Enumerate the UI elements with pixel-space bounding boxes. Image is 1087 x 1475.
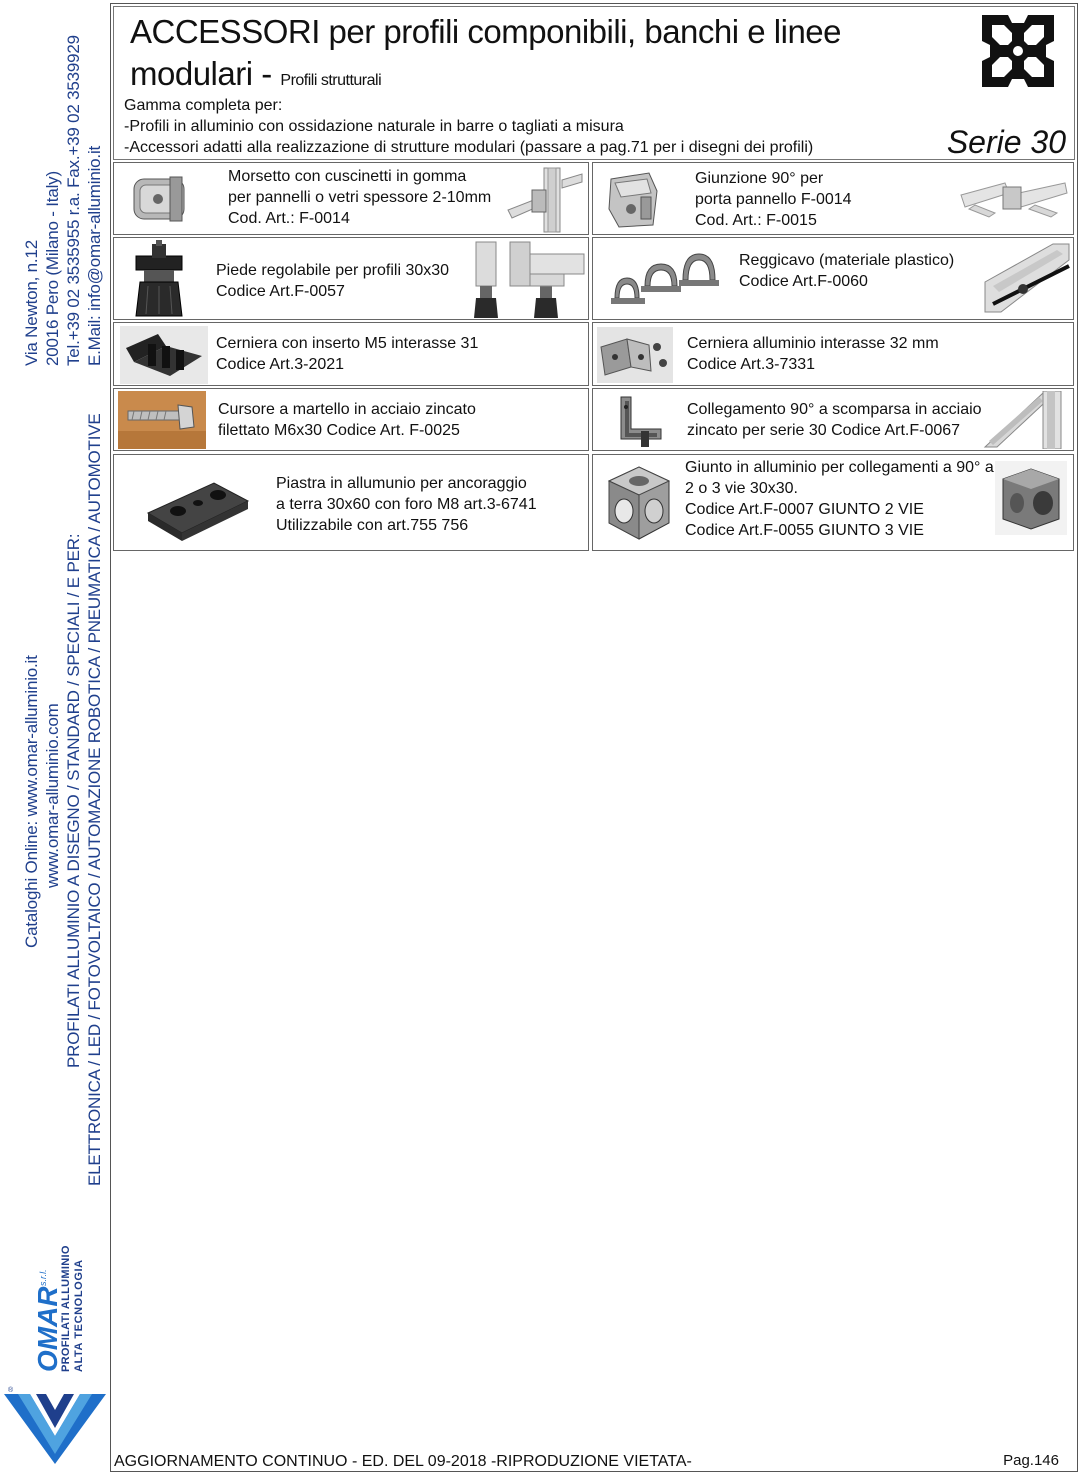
base-plate-line-3: Utilizzabile con art.755 756 <box>276 517 469 534</box>
product-cell-hidden-connector <box>592 388 1074 451</box>
cable-holder-assembly-icon <box>983 242 1071 314</box>
cable-holder-line-2: Codice Art.F-0060 <box>739 273 868 290</box>
panel-clamp-line-2: per pannelli o vetri spessore 2-10mm <box>228 189 492 206</box>
intro-line-3: -Accessori adatti alla realizzazione di strutture modulari (passare a pag.71 per i disegni dei profili) <box>124 139 814 156</box>
hinge-black-line-1: Cerniera con inserto M5 interasse 31 <box>216 335 479 352</box>
page-subtitle: Profili strutturali <box>280 72 382 89</box>
product-cell-hammer-bolt <box>113 388 589 451</box>
panel-clamp-icon <box>126 169 196 231</box>
serie-label: Serie 30 <box>946 124 1066 160</box>
cube-joint-icon <box>603 463 675 543</box>
adjustable-foot-line-1: Piede regolabile per profili 30x30 <box>216 262 450 279</box>
hidden-connector-line-1: Collegamento 90° a scomparsa in acciaio <box>687 401 982 418</box>
base-plate-line-2: a terra 30x60 con foro M8 art.3-6741 <box>276 496 537 513</box>
title-line-2: modulari - <box>130 55 281 92</box>
product-cell-adjustable-foot <box>113 237 589 320</box>
catalog-line-4: ELETTRONICA / LED / FOTOVOLTAICO / AUTOMAZIONE ROBOTICA / PNEUMATICA / AUTOMOTIVE <box>85 413 104 1186</box>
product-text-cable-holder <box>739 250 954 292</box>
cable-holder-line-1: Reggicavo (materiale plastico) <box>739 252 955 269</box>
hammer-bolt-line-2: filettato M6x30 Codice Art. F-0025 <box>218 422 460 439</box>
sidebar <box>0 0 110 1475</box>
cable-holder-icon <box>609 250 721 314</box>
page-number: Pag.146 <box>1003 1452 1059 1469</box>
catalog-line-1: Cataloghi Online: www.omar-alluminio.it <box>22 655 41 948</box>
joint-90-line-3: Cod. Art.: F-0015 <box>695 212 817 229</box>
catalog-line-2: www.omar-alluminio.com <box>43 703 62 888</box>
product-text-base-plate <box>276 473 537 536</box>
cube-joint-line-4: Codice Art.F-0055 GIUNTO 3 VIE <box>685 522 924 539</box>
hidden-connector-icon <box>611 393 671 449</box>
title-line-1: ACCESSORI per profili componibili, banchi e linee <box>130 13 842 50</box>
hinge-aluminium-line-1: Cerniera alluminio interasse 32 mm <box>687 335 939 352</box>
cube-joint-line-1: Giunto in alluminio per collegamenti a 90° a <box>685 459 994 476</box>
product-text-hinge-black <box>216 333 478 375</box>
hinge-aluminium-line-2: Codice Art.3-7331 <box>687 356 816 373</box>
intro-line-1: Gamma completa per: <box>124 97 283 114</box>
hidden-connector-line-2: zincato per serie 30 Codice Art.F-0067 <box>687 422 961 439</box>
cube-joint-line-3: Codice Art.F-0007 GIUNTO 2 VIE <box>685 501 924 518</box>
logo-tagline-2: ALTA TECNOLOGIA <box>73 1259 85 1372</box>
product-text-cube-joint <box>685 457 994 541</box>
panel-clamp-line-3: Cod. Art.: F-0014 <box>228 210 350 227</box>
adjustable-foot-line-2: Codice Art.F-0057 <box>216 283 345 300</box>
footer-notice: AGGIORNAMENTO CONTINUO - ED. DEL 09-2018 -RIPRODUZIONE VIETATA- <box>114 1453 692 1470</box>
catalog-page <box>110 3 1078 1472</box>
cube-joint-line-2: 2 o 3 vie 30x30. <box>685 480 798 497</box>
omar-logo <box>0 1240 110 1465</box>
adjustable-foot-assembly-icon <box>472 240 588 320</box>
product-cell-cable-holder <box>592 237 1074 320</box>
product-cell-joint-90 <box>592 162 1074 235</box>
joint-90-icon <box>605 169 661 231</box>
logo-suffix: s.r.l. <box>38 1269 48 1286</box>
page-header <box>113 6 1075 160</box>
address-line-1: Via Newton, n.12 <box>22 240 41 366</box>
intro-line-2: -Profili in alluminio con ossidazione naturale in barre o tagliati a misura <box>124 118 624 135</box>
address-line-3: Tel.+39 02 3535955 r.a. Fax.+39 02 3539929 <box>64 35 83 366</box>
svg-text:®: ® <box>8 1387 14 1394</box>
product-text-joint-90 <box>695 168 852 231</box>
base-plate-line-1: Piastra in allumunio per ancoraggio <box>276 475 527 492</box>
joint-90-line-1: Giunzione 90° per <box>695 170 824 187</box>
hinge-black-line-2: Codice Art.3-2021 <box>216 356 345 373</box>
hinge-aluminium-icon <box>597 327 673 383</box>
panel-clamp-assembly-icon <box>506 166 586 234</box>
hammer-bolt-icon <box>118 391 206 449</box>
adjustable-foot-icon <box>124 240 194 320</box>
base-plate-icon <box>118 457 268 549</box>
profile-section-icon <box>982 15 1054 87</box>
product-cell-hinge-aluminium <box>592 322 1074 386</box>
intro-text <box>124 95 813 158</box>
product-cell-panel-clamp <box>113 162 589 235</box>
logo-tagline-1: PROFILATI ALLUMINIO <box>60 1245 72 1372</box>
joint-90-line-2: porta pannello F-0014 <box>695 191 852 208</box>
product-text-adjustable-foot <box>216 260 449 302</box>
hidden-connector-assembly-icon <box>983 391 1067 449</box>
joint-90-assembly-icon <box>959 173 1069 223</box>
hinge-black-icon <box>120 326 208 384</box>
product-cell-cube-joint <box>592 454 1074 551</box>
product-text-hidden-connector <box>687 399 982 441</box>
page-title <box>130 11 841 102</box>
catalog-line-3: PROFILATI ALLUMINIO A DISEGNO / STANDARD / SPECIALI / E PER: <box>64 533 83 1068</box>
cube-joint-photo-icon <box>995 461 1067 535</box>
product-text-hammer-bolt <box>218 399 476 441</box>
product-text-panel-clamp <box>228 166 491 229</box>
address-line-2: 20016 Pero (Milano - Italy) <box>43 171 62 366</box>
panel-clamp-line-1: Morsetto con cuscinetti in gomma <box>228 168 467 185</box>
product-text-hinge-aluminium <box>687 333 939 375</box>
product-cell-hinge-black <box>113 322 589 386</box>
address-line-4: E.Mail: info@omar-alluminio.it <box>85 145 104 366</box>
product-cell-base-plate <box>113 454 589 551</box>
hammer-bolt-line-1: Cursore a martello in acciaio zincato <box>218 401 476 418</box>
logo-brand: OMAR <box>32 1286 63 1372</box>
